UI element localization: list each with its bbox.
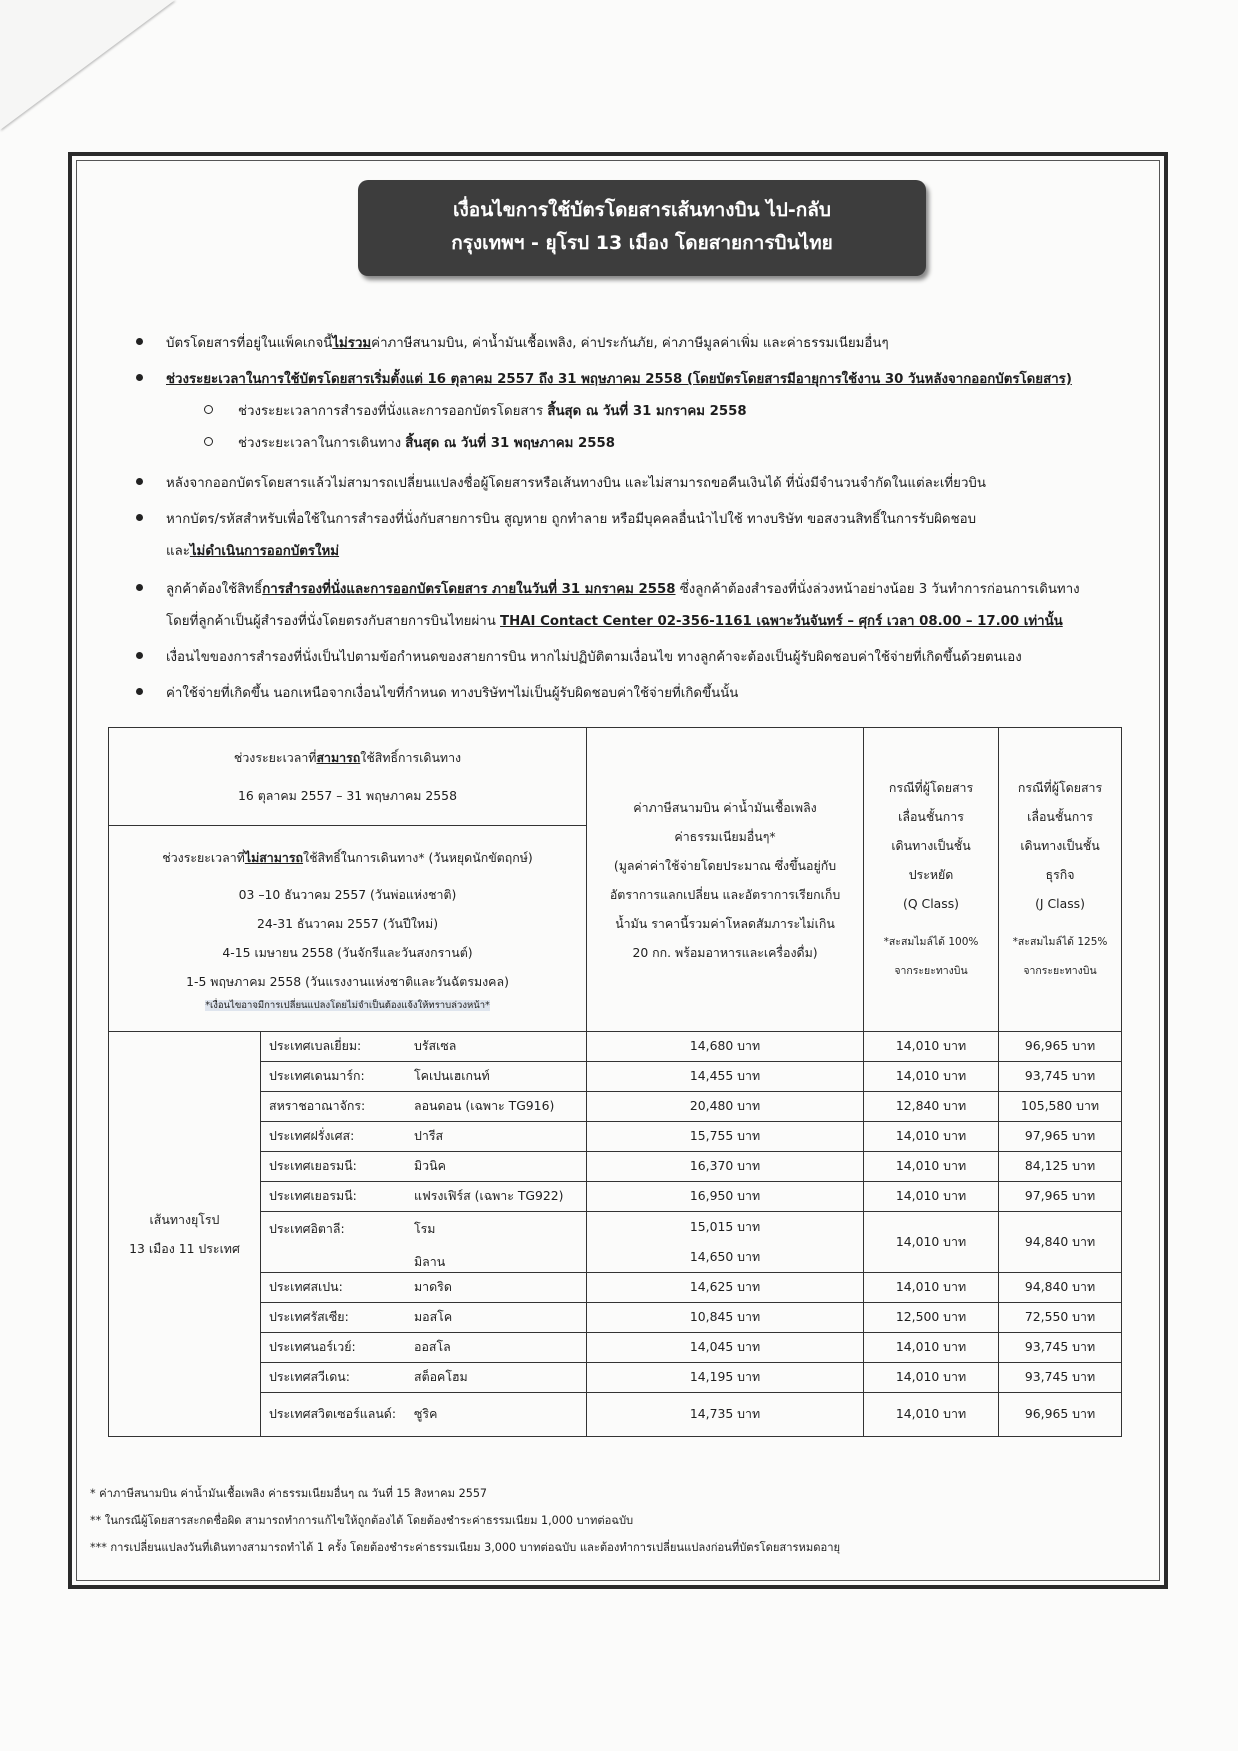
- fare-table: [108, 727, 1122, 1437]
- city: มาดริด: [414, 1279, 452, 1294]
- tax-value: 14,045 บาท: [587, 1333, 864, 1363]
- q-class-value: 14,010 บาท: [864, 1152, 999, 1182]
- tax-value: 14,625 บาท: [587, 1273, 864, 1303]
- holiday-item: 1-5 พฤษภาคม 2558 (วันแรงงานแห่งชาติและวันฉัตรมงคล): [186, 974, 509, 989]
- country: ประเทศสเปน:: [269, 1279, 343, 1294]
- city: บรัสเซล: [414, 1038, 457, 1053]
- tax-value: 20,480 บาท: [587, 1092, 864, 1122]
- header-text: น้ำมัน ราคานี้รวมค่าโหลดสัมภาระไม่เกิน: [615, 915, 835, 931]
- tax-value: 15,755 บาท: [587, 1122, 864, 1152]
- header-text: กรณีที่ผู้โดยสาร: [888, 780, 974, 795]
- city: แฟรงเฟิร์ส (เฉพาะ TG922): [414, 1188, 564, 1203]
- q-class-value: 12,840 บาท: [864, 1092, 999, 1122]
- text: ใช้สิทธิ์ในการเดินทาง* (วันหยุดนักขัตฤกษ์): [303, 850, 533, 865]
- text: ใช้สิทธิ์การเดินทาง: [360, 749, 462, 765]
- city: ซูริค: [414, 1406, 438, 1421]
- country: ประเทศเยอรมนี:: [269, 1158, 357, 1173]
- blackout-period-cell: [109, 826, 587, 1032]
- header-text: เดินทางเป็นชั้น: [891, 838, 971, 853]
- text-emphasis: THAI Contact Center 02-356-1161 เฉพาะวันจันทร์ – ศุกร์ เวลา 08.00 – 17.00 เท่านั้น: [500, 614, 1063, 629]
- mileage-note: จากระยะทางบิน: [894, 965, 968, 977]
- city: ปารีส: [414, 1128, 444, 1143]
- table-row: [109, 1092, 1122, 1122]
- country: ประเทศฝรั่งเศส:: [269, 1128, 355, 1143]
- folded-corner: [0, 0, 175, 130]
- country: ประเทศเบลเยี่ยม:: [269, 1038, 362, 1053]
- table-row: [109, 1273, 1122, 1303]
- tax-value: 14,680 บาท: [587, 1032, 864, 1062]
- country: ประเทศเยอรมนี:: [269, 1188, 357, 1203]
- text: ค่าภาษีสนามบิน, ค่าน้ำมันเชื้อเพลิง, ค่าประกันภัย, ค่าภาษีมูลค่าเพิ่ม และค่าธรรมเนียมอื่นๆ: [371, 336, 889, 351]
- q-class-value: 14,010 บาท: [864, 1032, 999, 1062]
- j-class-value: 72,550 บาท: [999, 1303, 1122, 1333]
- header-text: ค่าภาษีสนามบิน ค่าน้ำมันเชื้อเพลิง: [633, 799, 817, 815]
- travel-period-range: 16 ตุลาคม 2557 – 31 พฤษภาคม 2558: [238, 787, 457, 803]
- text-emphasis: ไม่รวม: [332, 336, 372, 351]
- mileage-note: *สะสมไมล์ได้ 125%: [1012, 936, 1108, 948]
- text: ค่าใช้จ่ายที่เกิดขึ้น นอกเหนือจากเงื่อนไขที่กำหนด ทางบริษัทฯไม่เป็นผู้รับผิดชอบค่าใช้จ่ายที่เกิดขึ้นนั้น: [166, 686, 739, 701]
- q-class-value: 12,500 บาท: [864, 1303, 999, 1333]
- text: บัตรโดยสารที่อยู่ในแพ็คเกจนี้: [166, 336, 333, 351]
- j-class-value: 93,745 บาท: [999, 1062, 1122, 1092]
- header-text: เลื่อนชั้นการ: [1027, 809, 1093, 824]
- circle-bullet-icon: [204, 405, 213, 414]
- header-text: ธุรกิจ: [1045, 867, 1075, 882]
- j-class-value: 96,965 บาท: [999, 1393, 1122, 1437]
- city: โคเปนเฮเกนท์: [414, 1068, 490, 1083]
- bullet-icon: [136, 374, 143, 381]
- j-class-header-cell: [999, 728, 1122, 1032]
- header-text: ประหยัด: [908, 867, 954, 882]
- text: หากบัตร/รหัสสำหรับเพื่อใช้ในการสำรองที่นั่งกับสายการบิน สูญหาย ถูกทำลาย หรือมีบุคคลอื่นนำไปใช้ ทางบริษัท ขอสงวนสิทธิ์ในการรับผิดชอบ: [166, 512, 977, 527]
- text-emphasis: การสำรองที่นั่งและการออกบัตรโดยสาร ภายในวันที่ 31 มกราคม 2558: [262, 582, 676, 597]
- route-label: 13 เมือง 11 ประเทศ: [129, 1241, 240, 1256]
- table-row: [109, 1333, 1122, 1363]
- country: ประเทศนอร์เวย์:: [269, 1339, 356, 1354]
- table-row: [109, 1032, 1122, 1062]
- text: โดยที่ลูกค้าเป็นผู้สำรองที่นั่งโดยตรงกับสายการบินไทยผ่าน: [166, 614, 501, 629]
- city: โรม: [414, 1221, 436, 1236]
- header-text: (มูลค่าค่าใช้จ่ายโดยประมาณ ซึ่งขึ้นอยู่กับ: [613, 857, 837, 873]
- table-row: [109, 1303, 1122, 1333]
- text-emphasis: สิ้นสุด ณ วันที่ 31 มกราคม 2558: [547, 404, 747, 419]
- tax-value: 14,455 บาท: [587, 1062, 864, 1092]
- q-class-value: 14,010 บาท: [864, 1363, 999, 1393]
- j-class-value: 105,580 บาท: [999, 1092, 1122, 1122]
- j-class-value: 93,745 บาท: [999, 1333, 1122, 1363]
- title-line-1: เงื่อนไขการใช้บัตรโดยสารเส้นทางบิน ไป-กลับ: [453, 199, 831, 221]
- q-class-value: 14,010 บาท: [864, 1393, 999, 1437]
- text-emphasis: สิ้นสุด ณ วันที่ 31 พฤษภาคม 2558: [405, 436, 616, 451]
- holiday-item: 4-15 เมษายน 2558 (วันจักรีและวันสงกรานต์): [222, 945, 473, 960]
- country: ประเทศสวิตเซอร์แลนด์:: [269, 1406, 397, 1421]
- circle-bullet-icon: [204, 437, 213, 446]
- text: ช่วงระยะเวลาการสำรองที่นั่งและการออกบัตรโดยสาร: [238, 404, 544, 419]
- text: หลังจากออกบัตรโดยสารแล้วไม่สามารถเปลี่ยนแปลงชื่อผู้โดยสารหรือเส้นทางบิน และไม่สามารถขอคืนเงินได้ ที่นั่งมีจำนวนจำกัดในแต่ละเที่ยวบิน: [166, 476, 986, 491]
- table-row-italy: [109, 1212, 1122, 1273]
- table-row: [109, 1393, 1122, 1437]
- holiday-disclaimer: *เงื่อนไขอาจมีการเปลี่ยนแปลงโดยไม่จำเป็นต้องแจ้งให้ทราบล่วงหน้า*: [205, 1000, 490, 1011]
- footnote: * ค่าภาษีสนามบิน ค่าน้ำมันเชื้อเพลิง ค่าธรรมเนียมอื่นๆ ณ วันที่ 15 สิงหาคม 2557: [90, 1487, 488, 1500]
- text: ซึ่งลูกค้าต้องสำรองที่นั่งล่วงหน้าอย่างน้อย 3 วันทำการก่อนการเดินทาง: [675, 582, 1080, 597]
- q-class-value: 14,010 บาท: [864, 1333, 999, 1363]
- header-text: เดินทางเป็นชั้น: [1020, 838, 1100, 853]
- title-line-2: กรุงเทพฯ - ยุโรป 13 เมือง โดยสายการบินไทย: [451, 232, 833, 254]
- holiday-item: 24-31 ธันวาคม 2557 (วันปีใหม่): [256, 916, 439, 931]
- header-text: ค่าธรรมเนียมอื่นๆ*: [674, 828, 776, 844]
- j-class-value: 84,125 บาท: [999, 1152, 1122, 1182]
- tax-header-cell: [587, 728, 864, 1032]
- city: สต็อคโฮม: [414, 1369, 468, 1384]
- j-class-value: 97,965 บาท: [999, 1182, 1122, 1212]
- country: ประเทศอิตาลี:: [269, 1221, 345, 1236]
- table-row: [109, 1062, 1122, 1092]
- country: ประเทศรัสเซีย:: [269, 1309, 349, 1324]
- q-class-value: 14,010 บาท: [864, 1212, 999, 1273]
- q-class-header-cell: [864, 728, 999, 1032]
- j-class-value: 94,840 บาท: [999, 1273, 1122, 1303]
- j-class-value: 94,840 บาท: [999, 1212, 1122, 1273]
- q-class-value: 14,010 บาท: [864, 1122, 999, 1152]
- q-class-value: 14,010 บาท: [864, 1062, 999, 1092]
- bullet-icon: [136, 514, 143, 521]
- text-emphasis: ไม่ดำเนินการออกบัตรใหม่: [189, 544, 340, 559]
- text-emphasis: ไม่สามารถ: [244, 850, 304, 865]
- footnote: *** การเปลี่ยนแปลงวันที่เดินทางสามารถทำได้ 1 ครั้ง โดยต้องชำระค่าธรรมเนียม 3,000 บาทต่อฉบับ และต้องทำการเปลี่ยนแปลงก่อนที่บัตรโดยสารหมดอายุ: [90, 1541, 841, 1554]
- bullet-icon: [136, 338, 143, 345]
- j-class-value: 96,965 บาท: [999, 1032, 1122, 1062]
- text: ช่วงระยะเวลาที่: [162, 850, 245, 865]
- city: มิวนิค: [414, 1158, 446, 1173]
- text: ช่วงระยะเวลาที่: [233, 749, 317, 765]
- header-text: (Q Class): [903, 896, 959, 911]
- table-row: [109, 1182, 1122, 1212]
- country: ประเทศสวีเดน:: [269, 1369, 350, 1384]
- header-text: (J Class): [1035, 896, 1085, 911]
- text: เงื่อนไขของการสำรองที่นั่งเป็นไปตามข้อกำหนดของสายการบิน หากไม่ปฏิบัติตามเงื่อนไข ทางลูกค้าจะต้องเป็นผู้รับผิดชอบค่าใช้จ่ายที่เกิดขึ้นด้วยตนเอง: [166, 650, 1022, 665]
- j-class-value: 93,745 บาท: [999, 1363, 1122, 1393]
- bullet-icon: [136, 584, 143, 591]
- country: สหราชอาณาจักร:: [269, 1098, 366, 1113]
- title-banner: [358, 180, 926, 276]
- route-label: เส้นทางยุโรป: [149, 1212, 220, 1227]
- mileage-note: จากระยะทางบิน: [1023, 965, 1097, 977]
- travel-period-cell: [109, 728, 587, 826]
- tax-value: 14,195 บาท: [587, 1363, 864, 1393]
- q-class-value: 14,010 บาท: [864, 1182, 999, 1212]
- header-text: 20 กก. พร้อมอาหารและเครื่องดื่ม): [632, 944, 818, 960]
- table-header-row: [109, 728, 1122, 826]
- footnotes: [90, 1480, 840, 1561]
- text: ช่วงระยะเวลาในการเดินทาง: [238, 436, 402, 451]
- country: ประเทศเดนมาร์ก:: [269, 1068, 365, 1083]
- table-row: [109, 1122, 1122, 1152]
- mileage-note: *สะสมไมล์ได้ 100%: [883, 936, 979, 948]
- route-label-cell: [109, 1032, 261, 1437]
- tax-value: 16,950 บาท: [587, 1182, 864, 1212]
- tax-value: 14,650 บาท: [689, 1249, 761, 1264]
- text-emphasis: สามารถ: [316, 749, 361, 765]
- tax-value: 14,735 บาท: [587, 1393, 864, 1437]
- bullet-icon: [136, 652, 143, 659]
- tax-value: 16,370 บาท: [587, 1152, 864, 1182]
- text-emphasis: ช่วงระยะเวลาในการใช้บัตรโดยสารเริ่มตั้งแต่ 16 ตุลาคม 2557 ถึง 31 พฤษภาคม 2558 (โดยบัตรโดยสารมีอายุการใช้งาน 30 วันหลังจากออกบัตรโดยสาร): [166, 372, 1072, 387]
- j-class-value: 97,965 บาท: [999, 1122, 1122, 1152]
- city: มิลาน: [414, 1254, 446, 1269]
- city: ลอนดอน (เฉพาะ TG916): [414, 1098, 555, 1113]
- holiday-item: 03 –10 ธันวาคม 2557 (วันพ่อแห่งชาติ): [238, 887, 457, 902]
- header-text: กรณีที่ผู้โดยสาร: [1017, 780, 1103, 795]
- tax-value: 15,015 บาท: [689, 1219, 761, 1234]
- text: และ: [166, 544, 190, 559]
- city: ออสโล: [414, 1339, 451, 1354]
- table-row: [109, 1363, 1122, 1393]
- bullet-icon: [136, 688, 143, 695]
- header-text: อัตราการแลกเปลี่ยน และอัตราการเรียกเก็บ: [609, 886, 841, 902]
- header-text: เลื่อนชั้นการ: [898, 809, 964, 824]
- q-class-value: 14,010 บาท: [864, 1273, 999, 1303]
- bullet-icon: [136, 478, 143, 485]
- text: ลูกค้าต้องใช้สิทธิ์: [166, 582, 263, 597]
- city: มอสโค: [414, 1309, 453, 1324]
- footnote: ** ในกรณีผู้โดยสารสะกดชื่อผิด สามารถทำการแก้ไขให้ถูกต้องได้ โดยต้องชำระค่าธรรมเนียม 1,000 บาทต่อฉบับ: [90, 1514, 634, 1527]
- tax-value: 10,845 บาท: [587, 1303, 864, 1333]
- table-row: [109, 1152, 1122, 1182]
